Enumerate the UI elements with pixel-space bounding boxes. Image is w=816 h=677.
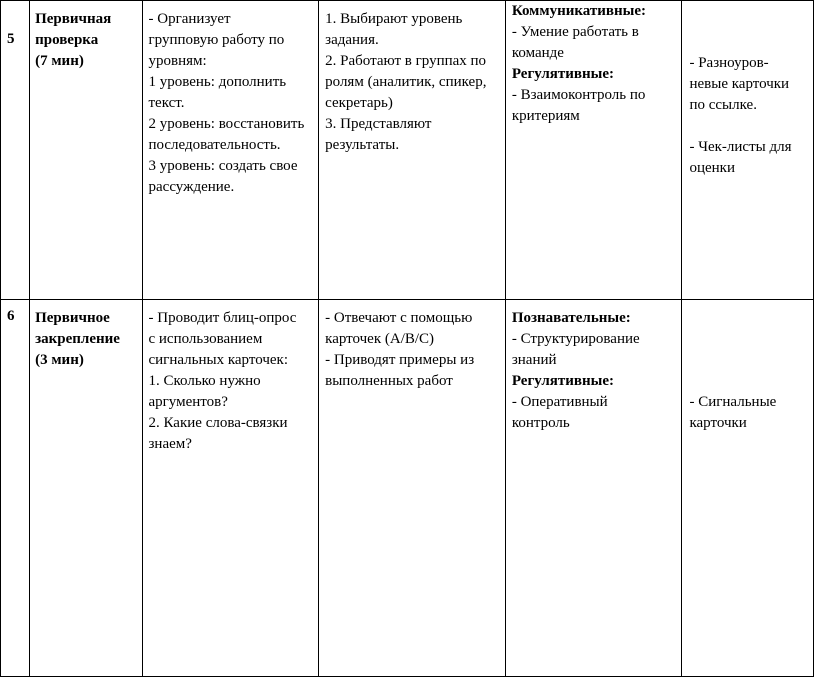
text-line: 2. Работают в группах по: [325, 53, 487, 69]
text-line: - Структурирование: [511, 331, 640, 347]
text-line: 3 уровень: создать свое: [148, 158, 298, 174]
uud-heading: Регулятивные:: [511, 373, 615, 389]
teacher-activity-cell: [142, 300, 319, 677]
text-line: знаем?: [148, 436, 192, 452]
text-line: - Сигнальные: [689, 394, 777, 410]
stage-line: (3 мин): [35, 352, 84, 368]
text-line: 2. Какие слова-связки: [148, 415, 288, 431]
results-cell: [682, 1, 814, 300]
text-line: знаний: [511, 352, 557, 368]
table-row: [1, 1, 814, 300]
stage-line: (7 мин): [35, 53, 84, 69]
uud-heading: Коммуникативные:: [511, 3, 647, 19]
text-line: - Умение работать в: [511, 24, 639, 40]
text-line: невые карточки: [689, 76, 790, 92]
row-number: 5: [1, 1, 30, 300]
text-line: - Организует: [148, 11, 231, 27]
table-row: [1, 300, 814, 677]
text-line: по ссылке.: [689, 97, 757, 113]
text-line: аргументов?: [148, 394, 228, 410]
stage-cell: [30, 300, 142, 677]
row-number: 6: [1, 300, 30, 677]
blank-line: [689, 116, 809, 137]
text-line: 1. Сколько нужно: [148, 373, 261, 389]
student-activity-cell: [319, 300, 506, 677]
text-line: секретарь): [325, 95, 393, 111]
text-line: задания.: [325, 32, 379, 48]
text-line: последовательность.: [148, 137, 281, 153]
results-cell: [682, 300, 814, 677]
text-line: - Приводят примеры из: [325, 352, 475, 368]
text-line: - Разноуров-: [689, 55, 769, 71]
text-line: - Чек-листы для: [689, 139, 792, 155]
text-line: текст.: [148, 95, 185, 111]
stage-line: закрепление: [35, 331, 120, 347]
stage-line: проверка: [35, 32, 99, 48]
text-line: выполненных работ: [325, 373, 453, 389]
uud-cell: [505, 1, 682, 300]
stage-line: Первичная: [35, 11, 112, 27]
uud-cell: [505, 300, 682, 677]
uud-heading: Регулятивные:: [511, 66, 615, 82]
text-line: групповую работу по: [148, 32, 285, 48]
text-line: уровням:: [148, 53, 207, 69]
text-line: - Взаимоконтроль по: [511, 87, 646, 103]
text-line: результаты.: [325, 137, 400, 153]
text-line: - Проводит блиц-опрос: [148, 310, 297, 326]
text-line: команде: [511, 45, 564, 61]
text-line: карточек (A/B/C): [325, 331, 435, 347]
text-line: карточки: [689, 415, 747, 431]
student-activity-cell: [319, 1, 506, 300]
text-line: с использованием: [148, 331, 263, 347]
text-line: рассуждение.: [148, 179, 235, 195]
text-line: 3. Представляют: [325, 116, 432, 132]
text-line: - Отвечают с помощью: [325, 310, 473, 326]
text-line: 1. Выбирают уровень: [325, 11, 463, 27]
text-line: 2 уровень: восстановить: [148, 116, 305, 132]
text-line: 1 уровень: дополнить: [148, 74, 287, 90]
stage-line: Первичное: [35, 310, 110, 326]
text-line: оценки: [689, 160, 735, 176]
stage-cell: [30, 1, 142, 300]
text-line: сигнальных карточек:: [148, 352, 288, 368]
uud-heading: Познавательные:: [511, 310, 631, 326]
text-line: - Оперативный: [511, 394, 608, 410]
text-line: критериям: [511, 108, 580, 124]
text-line: контроль: [511, 415, 570, 431]
teacher-activity-cell: [142, 1, 319, 300]
text-line: ролям (аналитик, спикер,: [325, 74, 487, 90]
